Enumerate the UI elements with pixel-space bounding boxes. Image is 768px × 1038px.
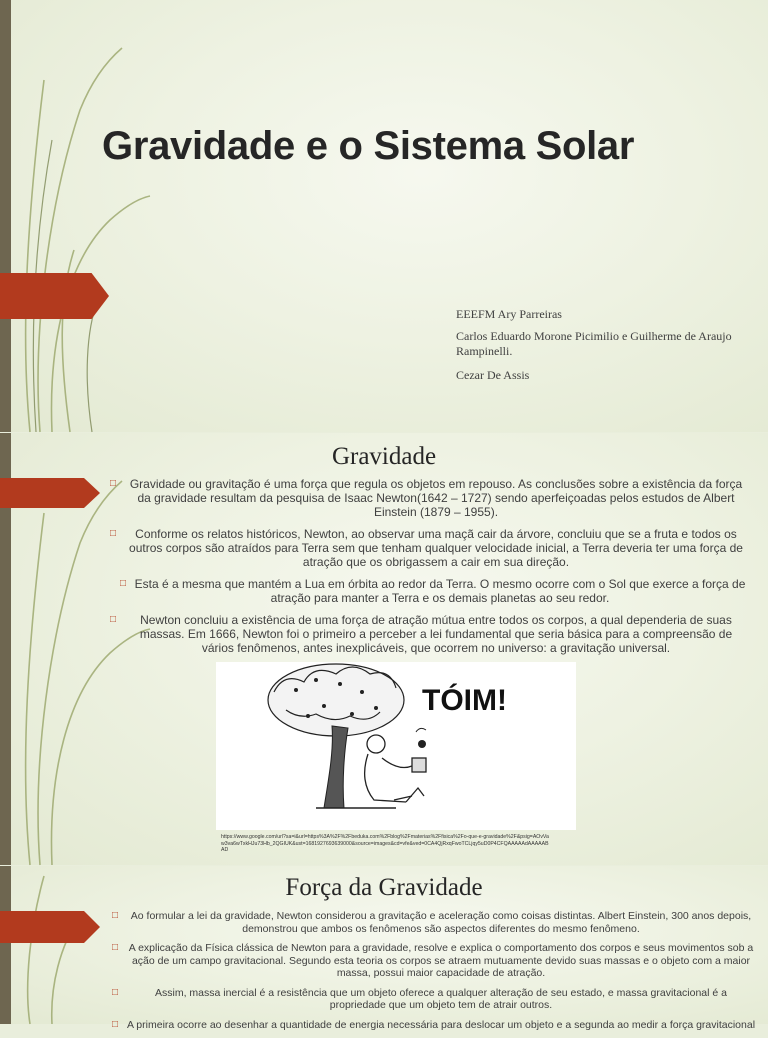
bullet-square-icon: □ bbox=[120, 578, 127, 589]
newton-tree-icon bbox=[216, 662, 576, 830]
list-item: □ Assim, massa inercial é a resistência que um objeto oferece a qualquer alteração de seu estado, e massa gravitacional é a propriedade que um objeto tem de atrair outros. bbox=[112, 986, 727, 1011]
bullet-square-icon: □ bbox=[110, 614, 117, 625]
slide-title: Gravidade bbox=[331, 443, 437, 470]
bullet-square-icon: □ bbox=[110, 528, 117, 539]
accent-tab bbox=[0, 911, 100, 943]
presentation-title: Gravidade e o Sistema Solar bbox=[102, 124, 635, 168]
image-source-url[interactable]: https://www.google.com/url?sa=i&url=https%3A%2F%2Fbeduka.com%2Fblog%2Fmaterias%2Ffisica%2Fo-que-e-gravidade%2F&psig=AOvVaw3va6wTxkHJu73Hb_2QGIUK&ust=1681927693639000&source=images&cd=vfe&ved=0CA4QjRxqFwoTCLjqy5uD0P4CFQAAAAAdAAAAABAD bbox=[221, 834, 549, 853]
list-item: □ Newton concluiu a existência de uma força de atração mútua entre todos os corpos, a qual dependeria de suas massas. Em 1666, Newton foi o primeiro a perceber a lei fundamental que seria básica para a compreensão de vários fenômenos, antes inexplicáveis, que ocorrem no universo: a gravitação universal. bbox=[110, 613, 733, 655]
slide-gravidade bbox=[0, 433, 768, 865]
bullet-square-icon: □ bbox=[112, 1018, 119, 1030]
list-item: □ Conforme os relatos históricos, Newton, ao observar uma maçã cair da árvore, concluiu que se a fruta e todos os outros corpos são atraídos para Terra sem que tenham qualquer velocidade inicial, a Terra deveria ter uma força de atração que os obrigassem a cair em sua direção. bbox=[110, 527, 743, 569]
image-caption: TÓIM! bbox=[422, 684, 507, 717]
bullet-square-icon: □ bbox=[112, 942, 119, 953]
slide-title bbox=[0, 0, 768, 432]
slide-forca-gravidade bbox=[0, 866, 768, 1031]
accent-tab bbox=[0, 478, 100, 508]
bullet-list bbox=[110, 477, 750, 663]
bullet-list bbox=[112, 910, 760, 1038]
authors: Carlos Eduardo Morone Picimilio e Guilherme de Araujo Rampinelli. bbox=[456, 329, 732, 358]
list-item: □ Esta é a mesma que mantém a Lua em órbita ao redor da Terra. O mesmo ocorre com o Sol que exerce a força de atração para manter a Terra e os demais planetas ao seu redor. bbox=[120, 577, 746, 605]
left-sidebar-bar bbox=[0, 0, 11, 432]
school-name: EEEFM Ary Parreiras bbox=[456, 307, 562, 321]
teacher-name: Cezar De Assis bbox=[456, 368, 530, 382]
decorative-swirl-icon bbox=[0, 0, 768, 432]
list-item: □ A primeira ocorre ao desenhar a quantidade de energia necessária para deslocar um objeto e a segunda ao medir a força gravitacional bbox=[112, 1018, 756, 1031]
bullet-square-icon: □ bbox=[112, 910, 119, 921]
newton-apple-illustration bbox=[216, 662, 576, 830]
list-item: □ A explicação da Física clássica de Newton para a gravidade, resolve e explica o comportamento dos corpos e seus movimentos sob a ação de um campo gravitacional. Segundo esta teoria os corpos se atraem mutuamente devido suas massas e o objeto com a maior massa, possui maior capacidade de atração. bbox=[112, 942, 754, 979]
bullet-square-icon: □ bbox=[112, 986, 119, 998]
list-item: □ Ao formular a lei da gravidade, Newton considerou a gravitação e aceleração como coisas distintas. Albert Einstein, 300 anos depois, demonstrou que ambos os fenômenos são aspectos diferentes do mesmo fenômeno. bbox=[112, 910, 752, 935]
slide-title: Força da Gravidade bbox=[285, 874, 483, 901]
accent-tab bbox=[0, 273, 109, 319]
list-item: □ Gravidade ou gravitação é uma força que regula os objetos em repouso. As conclusões sobre a existência da força da gravidade resultam da pesquisa de Isaac Newton(1642 – 1727) sendo aperfeiçoadas pelos estudos de Albert Einstein (1879 – 1955). bbox=[110, 477, 743, 519]
bullet-square-icon: □ bbox=[110, 478, 117, 489]
